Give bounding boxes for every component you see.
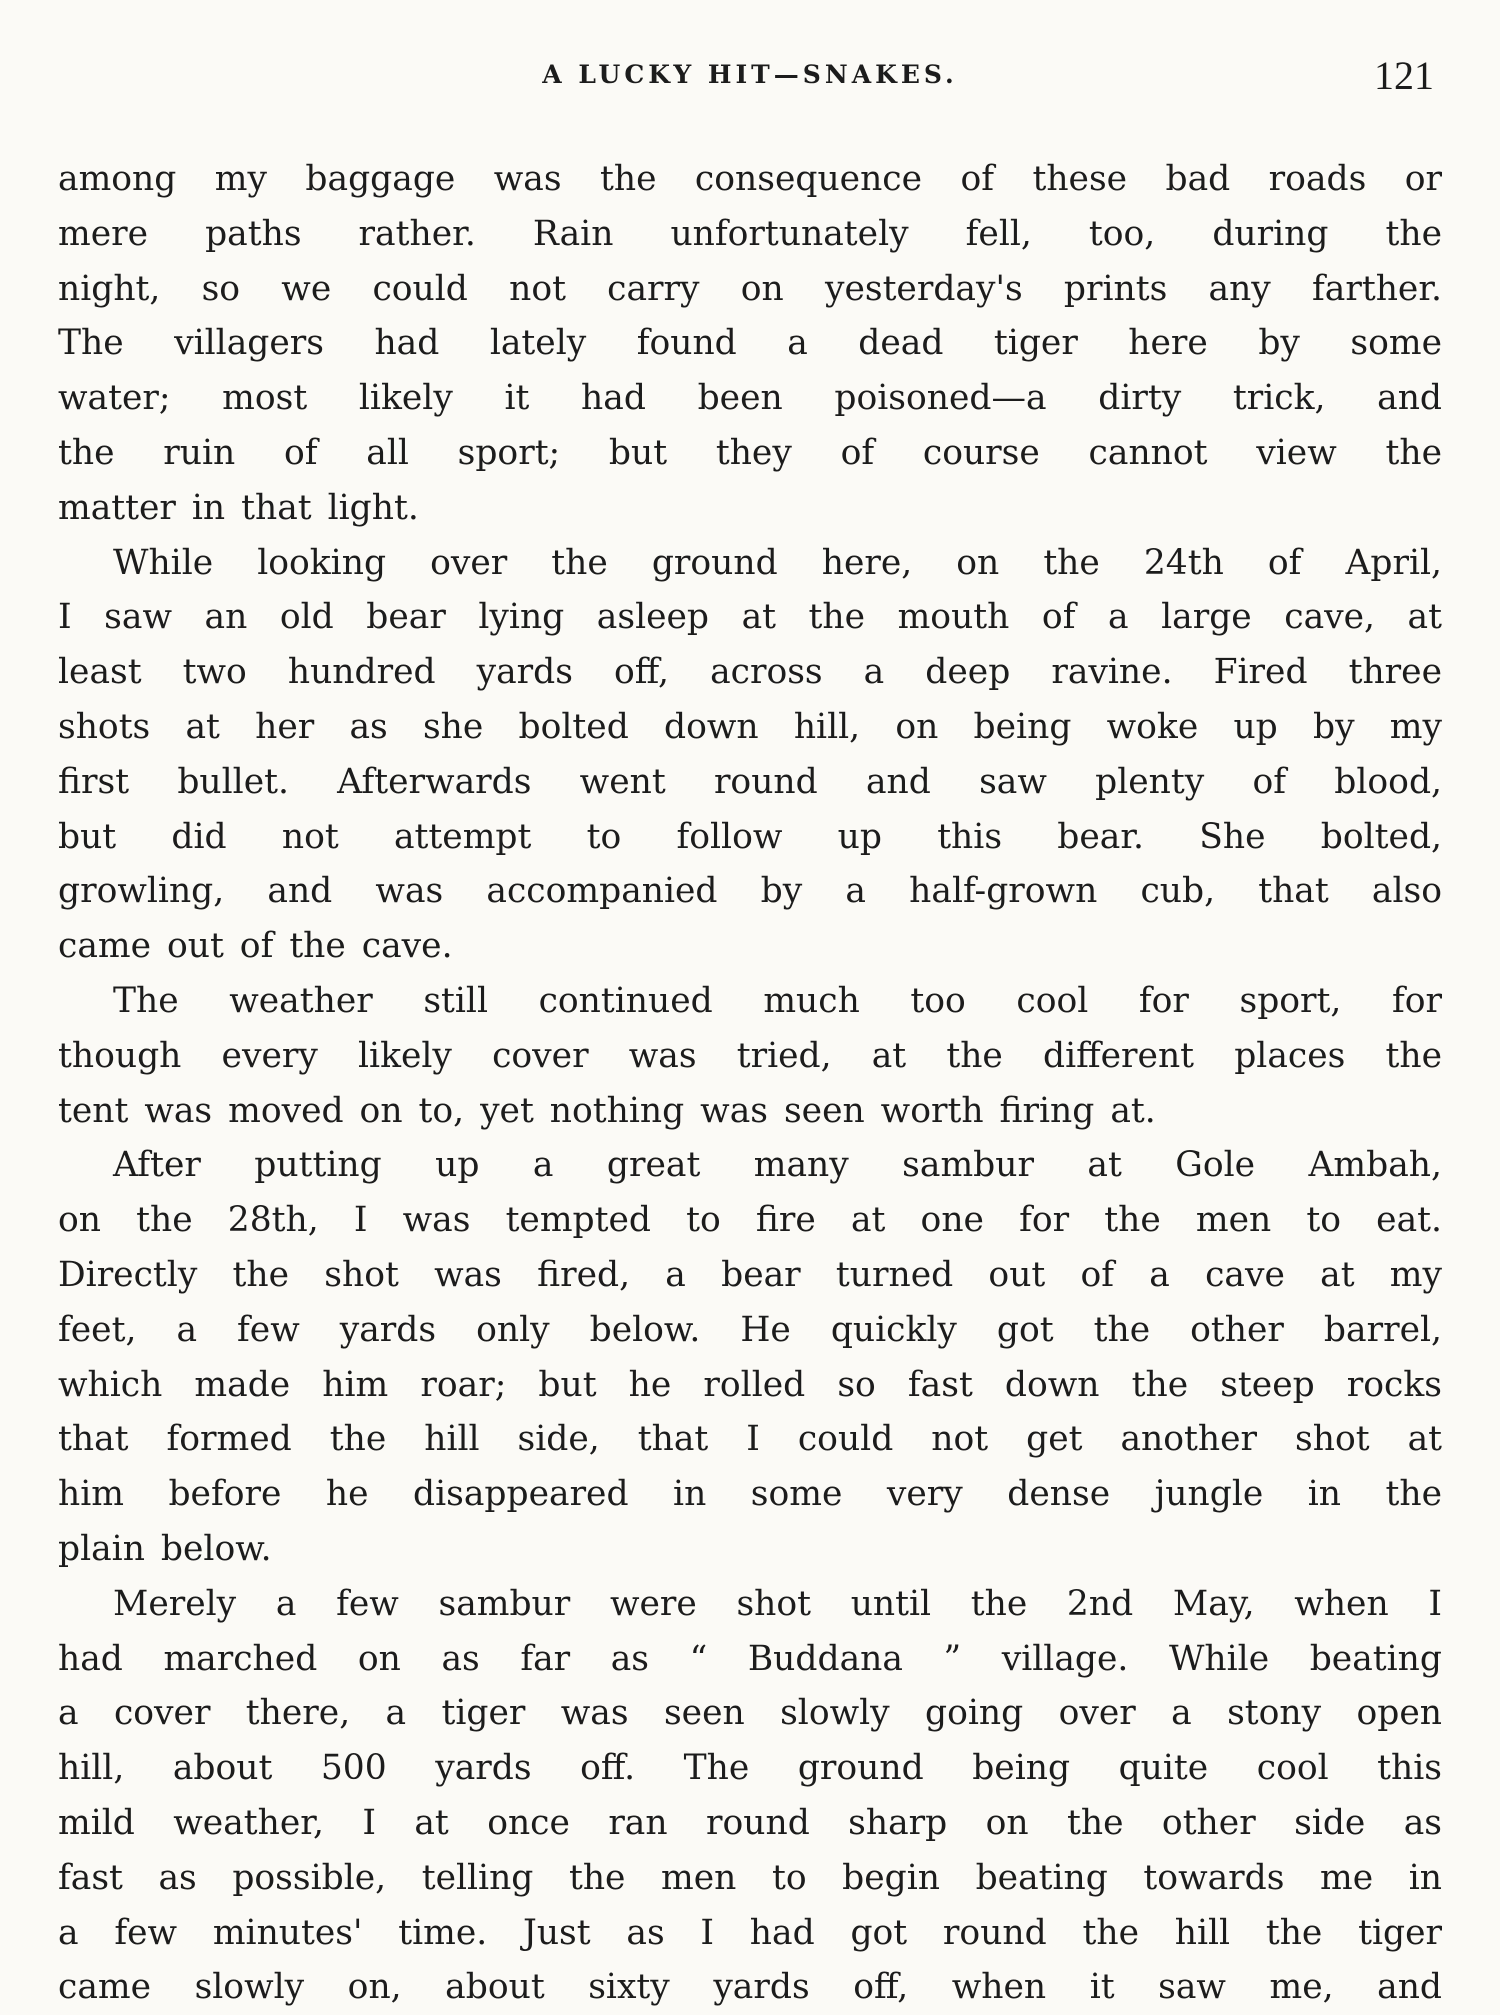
text-line: though every likely cover was tried, at the different places the xyxy=(58,1035,1442,1076)
text-line: had marched on as far as “ Buddana ” village. While beating xyxy=(58,1638,1442,1679)
text-line: that formed the hill side, that I could not get another shot at xyxy=(58,1419,1442,1460)
paragraph-bear-cave xyxy=(58,536,1442,974)
paragraph-weather xyxy=(58,974,1442,1138)
text-line: came out of the cave. xyxy=(58,926,453,967)
text-line: While looking over the ground here, on the 24th of April, xyxy=(113,542,1442,583)
text-line: night, so we could not carry on yesterday's prints any farther. xyxy=(58,268,1442,309)
text-line: feet, a few yards only below. He quickly got the other barrel, xyxy=(58,1309,1442,1350)
text-line: first bullet. Afterwards went round and saw plenty of blood, xyxy=(58,761,1442,802)
text-line: mere paths rather. Rain unfortunately fell, too, during the xyxy=(58,213,1442,254)
text-line: shots at her as she bolted down hill, on being woke up by my xyxy=(58,706,1442,747)
text-line: After putting up a great many sambur at Gole Ambah, xyxy=(113,1145,1442,1186)
text-line: Merely a few sambur were shot until the 2nd May, when I xyxy=(113,1583,1442,1624)
text-line: which made him roar; but he rolled so fast down the steep rocks xyxy=(58,1364,1442,1405)
page-number: 121 xyxy=(1374,53,1434,98)
paragraph-gole-ambah xyxy=(58,1138,1442,1576)
text-line: Directly the shot was fired, a bear turned out of a cave at my xyxy=(58,1254,1442,1295)
text-line: but did not attempt to follow up this bear. She bolted, xyxy=(58,816,1442,857)
text-line: on the 28th, I was tempted to fire at one for the men to eat. xyxy=(58,1200,1442,1241)
text-line: The villagers had lately found a dead tiger here by some xyxy=(58,323,1442,364)
text-line: him before he disappeared in some very dense jungle in the xyxy=(58,1474,1442,1515)
text-line: matter in that light. xyxy=(58,487,419,528)
text-line: tent was moved on to, yet nothing was seen worth firing at. xyxy=(58,1090,1156,1131)
paragraph-continuation xyxy=(58,152,1442,536)
text-line: water; most likely it had been poisoned—a dirty trick, and xyxy=(58,378,1442,419)
running-title: A LUCKY HIT—SNAKES. xyxy=(542,60,958,89)
text-line: The weather still continued much too cool for sport, for xyxy=(113,980,1442,1021)
text-line: mild weather, I at once ran round sharp on the other side as xyxy=(58,1802,1442,1843)
text-line: growling, and was accompanied by a half-grown cub, that also xyxy=(58,871,1442,912)
text-line: least two hundred yards off, across a deep ravine. Fired three xyxy=(58,652,1442,693)
text-line: a cover there, a tiger was seen slowly going over a stony open xyxy=(58,1693,1442,1734)
text-line: came slowly on, about sixty yards off, when it saw me, and xyxy=(58,1967,1442,2008)
text-line: hill, about 500 yards off. The ground being quite cool this xyxy=(58,1748,1442,1789)
text-line: fast as possible, telling the men to begin beating towards me in xyxy=(58,1857,1442,1898)
body-text xyxy=(58,152,1442,2015)
running-header xyxy=(58,52,1442,110)
text-line: plain below. xyxy=(58,1528,272,1569)
text-line: a few minutes' time. Just as I had got round the hill the tiger xyxy=(58,1912,1442,1953)
paragraph-buddana xyxy=(58,1577,1442,2015)
text-line: I saw an old bear lying asleep at the mouth of a large cave, at xyxy=(58,597,1442,638)
text-line: the ruin of all sport; but they of course cannot view the xyxy=(58,432,1442,473)
text-line: among my baggage was the consequence of these bad roads or xyxy=(58,159,1442,199)
